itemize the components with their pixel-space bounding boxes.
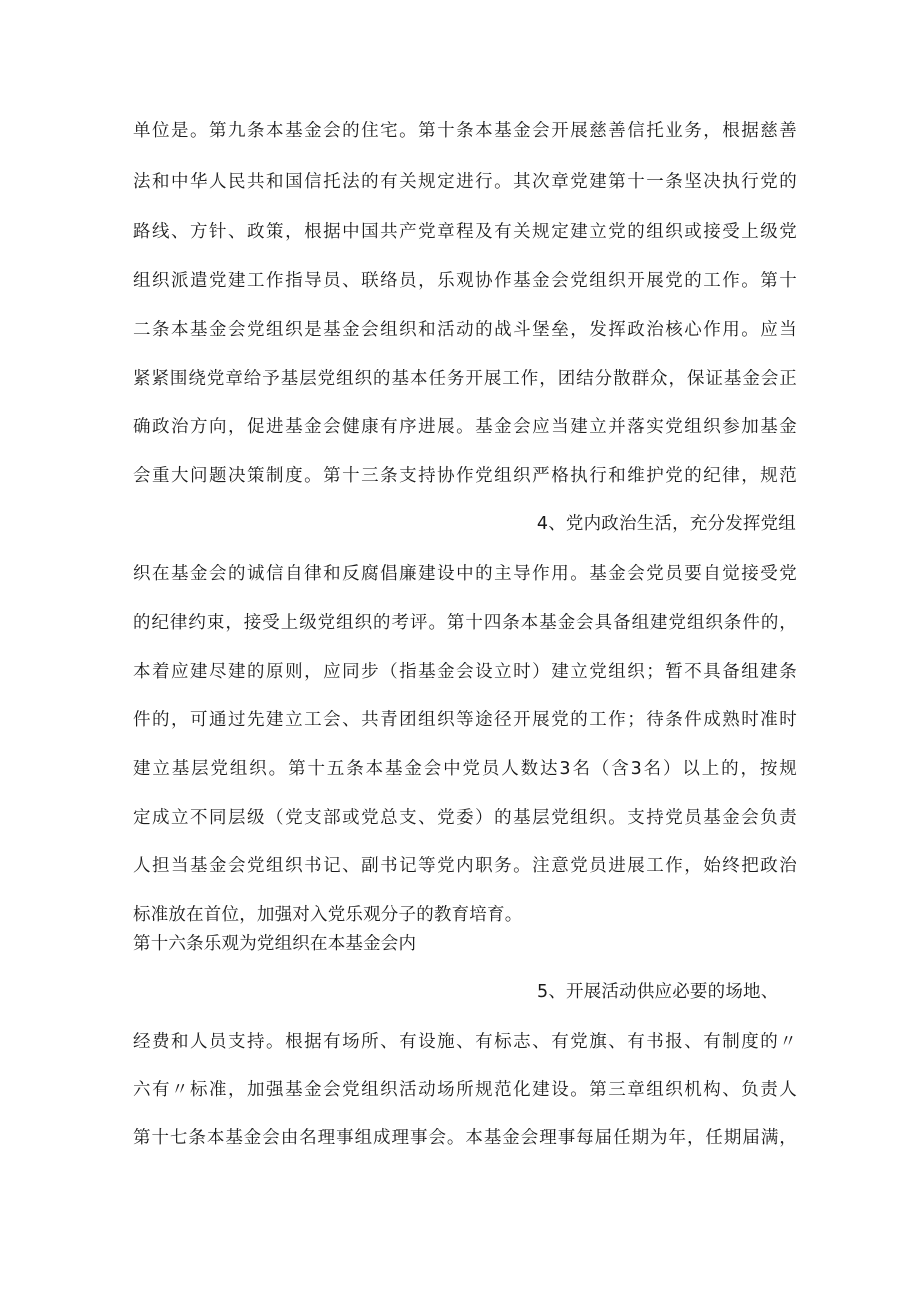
- paragraph-line: 会重大问题决策制度。第十三条支持协作党组织严格执行和维护党的纪律，规范: [133, 466, 797, 486]
- numbered-item-4: 4、党内政治生活，充分发挥党组: [536, 514, 796, 534]
- paragraph-line: 法和中华人民共和国信托法的有关规定进行。其次章党建第十一条坚决执行党的: [133, 172, 797, 192]
- paragraph-line: 经费和人员支持。根据有场所、有设施、有标志、有党旗、有书报、有制度的〃: [133, 1032, 797, 1052]
- paragraph-line: 组织派遣党建工作指导员、联络员，乐观协作基金会党组织开展党的工作。第十: [133, 271, 797, 291]
- paragraph-line: 二条本基金会党组织是基金会组织和活动的战斗堡垒，发挥政治核心作用。应当: [133, 320, 797, 340]
- paragraph-line: 的纪律约束，接受上级党组织的考评。第十四条本基金会具备组建党组织条件的，: [133, 613, 797, 633]
- paragraph-line: 标准放在首位，加强对入党乐观分子的教育培育。: [133, 905, 523, 925]
- paragraph-line: 人担当基金会党组织书记、副书记等党内职务。注意党员进展工作，始终把政治: [133, 856, 797, 876]
- paragraph-line: 织在基金会的诚信自律和反腐倡廉建设中的主导作用。基金会党员要自觉接受党: [133, 564, 797, 584]
- numbered-item-5: 5、开展活动供应必要的场地、: [537, 982, 779, 1002]
- paragraph-line: 紧紧围绕党章给予基层党组织的基本任务开展工作，团结分散群众，保证基金会正: [133, 369, 797, 389]
- paragraph-line: 确政治方向，促进基金会健康有序进展。基金会应当建立并落实党组织参加基金: [133, 417, 797, 437]
- paragraph-line: 六有〃标准，加强基金会党组织活动场所规范化建设。第三章组织机构、负责人: [133, 1080, 797, 1100]
- paragraph-line: 建立基层党组织。第十五条本基金会中党员人数达3名（含3名）以上的，按规: [133, 759, 797, 779]
- paragraph-line: 第十七条本基金会由名理事组成理事会。本基金会理事每届任期为年，任期届满，: [133, 1128, 797, 1148]
- paragraph-line: 件的，可通过先建立工会、共青团组织等途径开展党的工作；待条件成熟时准时: [133, 710, 797, 730]
- paragraph-line: 路线、方针、政策，根据中国共产党章程及有关规定建立党的组织或接受上级党: [133, 222, 797, 242]
- paragraph-line: 第十六条乐观为党组织在本基金会内: [133, 934, 417, 954]
- paragraph-line: 本着应建尽建的原则，应同步（指基金会设立时）建立党组织；暂不具备组建条: [133, 662, 797, 682]
- paragraph-line: 单位是。第九条本基金会的住宅。第十条本基金会开展慈善信托业务，根据慈善: [133, 121, 797, 141]
- paragraph-line: 定成立不同层级（党支部或党总支、党委）的基层党组织。支持党员基金会负责: [133, 808, 797, 828]
